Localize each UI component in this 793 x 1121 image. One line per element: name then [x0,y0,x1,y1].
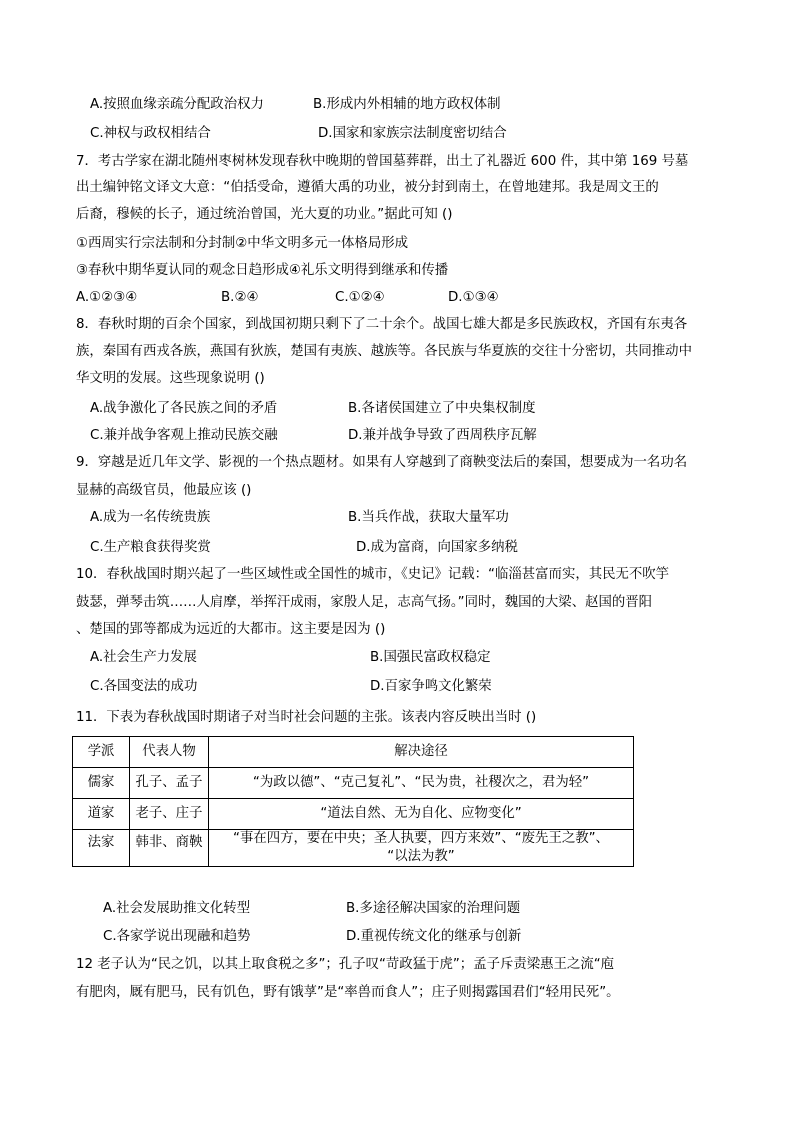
q10-stem-line-1: 10．春秋战国时期兴起了一些区域性或全国性的城市，《史记》记载：“临淄甚富而实，其民无不吹竽 [76,567,670,582]
table-cell-solution [209,830,634,867]
q9-option-d[interactable]: D.成为富商，向国家多纳税 [356,540,518,555]
q8-stem-line-1: 8．春秋时期的百余个国家，到战国初期只剩下了二十余个。战国七雄大都是多民族政权，齐国有东夷各 [76,317,688,332]
table-header-school: 学派 [73,737,130,768]
table-header-row [73,737,634,768]
q10-stem-line-2: 鼓瑟，弹琴击筑……人肩摩，举挥汗成雨，家殷人足，志高气扬。”同时，魏国的大梁、赵国的晋阳 [76,595,653,610]
q6-option-b[interactable]: B.形成内外相辅的地方政权体制 [313,97,501,112]
q10-stem-line-3: 、楚国的郢等都成为远近的大都市。这主要是因为 () [76,622,386,637]
table-cell-representative: 老子、庄子 [130,799,209,830]
q8-stem-line-2: 族，秦国有西戎各族，燕国有狄族，楚国有夷族、越族等。各民族与华夏族的交往十分密切，共同推动中 [76,344,692,359]
q9-stem-line-2: 显赫的高级官员，他最应该 () [76,483,252,498]
q10-option-b[interactable]: B.国强民富政权稳定 [370,650,491,665]
table-cell-representative: 孔子、孟子 [130,768,209,799]
q11-option-c[interactable]: C.各家学说出现融和趋势 [103,929,251,944]
q9-option-b[interactable]: B.当兵作战，获取大量军功 [348,510,509,525]
table-cell-solution-line-2: “以法为教” [387,849,455,864]
q8-option-d[interactable]: D.兼并战争导致了西周秩序瓦解 [348,428,537,443]
q10-option-a[interactable]: A.社会生产力发展 [90,650,197,665]
table-cell-school: 法家 [73,830,130,867]
table-cell-solution: “道法自然、无为自化、应物变化” [209,799,634,830]
table-cell-solution-line-1: “事在四方，要在中央；圣人执要，四方来效”、“废先王之教”、 [233,831,609,846]
q7-stem-line-2: 出土编钟铭文译文大意：“伯括受命，遵循大禹的功业，被分封到南土，在曾地建邦。我是周文王的 [76,180,659,195]
q11-option-a[interactable]: A.社会发展助推文化转型 [103,901,251,916]
q6-option-d[interactable]: D.国家和家族宗法制度密切结合 [318,126,507,141]
table-row [73,799,634,830]
q7-option-a[interactable]: A.①②③④ [76,290,138,305]
q8-stem-line-3: 华文明的发展。这些现象说明 () [76,371,265,386]
q7-statement-2: ③春秋中期华夏认同的观念日趋形成④礼乐文明得到继承和传播 [76,263,449,278]
q8-option-c[interactable]: C.兼并战争客观上推动民族交融 [90,428,278,443]
q12-stem-line-1: 12 老子认为“民之饥，以其上取食税之多”；孔子叹“苛政猛于虎”；孟子斥责梁惠王之流“庖 [76,957,615,972]
q9-option-c[interactable]: C.生产粮食获得奖赏 [90,540,211,555]
q11-stem: 11．下表为春秋战国时期诸子对当时社会问题的主张。该表内容反映出当时 () [76,710,537,725]
q6-option-a[interactable]: A.按照血缘亲疏分配政治权力 [90,97,264,112]
q6-option-c[interactable]: C.神权与政权相结合 [90,126,211,141]
q11-option-b[interactable]: B.多途径解决国家的治理问题 [346,901,521,916]
table-header-solution: 解决途径 [209,737,634,768]
q7-stem-line-3: 后裔，穆候的长子，通过统治曾国，光大夏的功业。”据此可知 () [76,207,453,222]
q7-statement-1: ①西周实行宗法制和分封制②中华文明多元一体格局形成 [76,236,408,251]
table-cell-solution: “为政以德”、“克己复礼”、“民为贵，社稷次之，君为轻” [209,768,634,799]
q7-option-c[interactable]: C.①②④ [335,290,385,305]
q9-option-a[interactable]: A.成为一名传统贵族 [90,510,211,525]
q7-option-b[interactable]: B.②④ [221,290,259,305]
q10-option-d[interactable]: D.百家争鸣文化繁荣 [370,679,492,694]
table-row [73,830,634,867]
q7-option-d[interactable]: D.①③④ [448,290,499,305]
table-header-representative: 代表人物 [130,737,209,768]
q8-option-a[interactable]: A.战争激化了各民族之间的矛盾 [90,401,278,416]
q8-option-b[interactable]: B.各诸侯国建立了中央集权制度 [348,401,536,416]
q10-option-c[interactable]: C.各国变法的成功 [90,679,198,694]
q11-table [72,736,634,867]
table-cell-representative: 韩非、商鞅 [130,830,209,867]
q7-stem-line-1: 7．考古学家在湖北随州枣树林发现春秋中晚期的曾国墓葬群，出土了礼器近 600 件，其中第 169 号墓 [76,154,689,169]
q12-stem-line-2: 有肥肉，厩有肥马，民有饥色，野有饿莩”是“率兽而食人”；庄子则揭露国君们“轻用民死”。 [76,985,620,1000]
q9-stem-line-1: 9．穿越是近几年文学、影视的一个热点题材。如果有人穿越到了商鞅变法后的秦国，想要成为一名功名 [76,455,688,470]
q11-option-d[interactable]: D.重视传统文化的继承与创新 [346,929,522,944]
table-cell-school: 道家 [73,799,130,830]
table-row [73,768,634,799]
table-cell-school: 儒家 [73,768,130,799]
